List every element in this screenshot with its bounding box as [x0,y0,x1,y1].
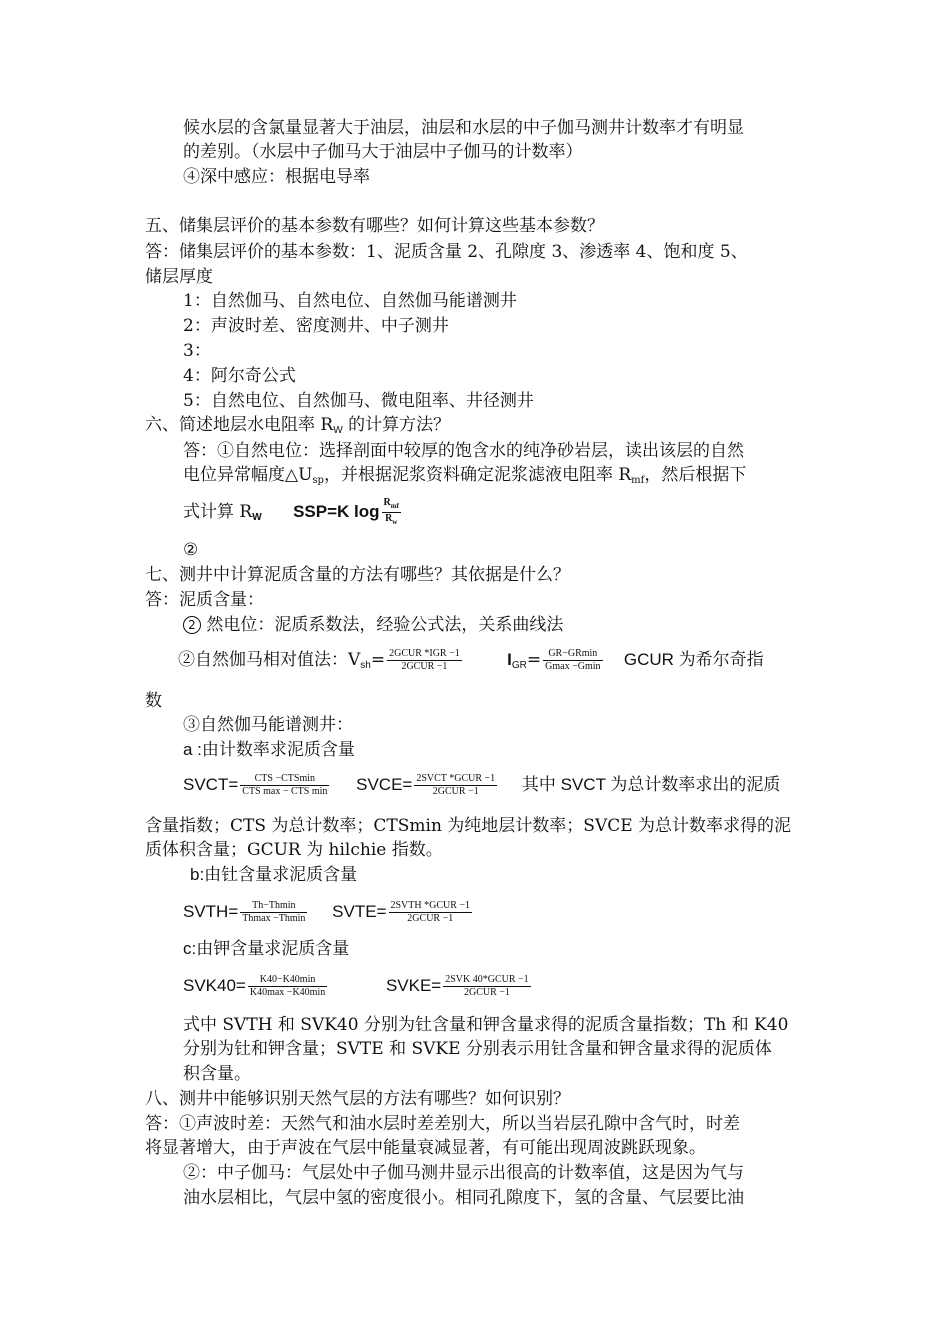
fraction [240,900,307,925]
formula-line [183,765,780,809]
denominator: Gmax −Gmin [545,661,601,672]
denominator: 2GCUR −1 [401,661,448,672]
den-text: R [385,513,393,524]
fraction [543,648,602,673]
text-span: 其中 SVCT 为总计数率求出的泥质 [521,775,781,794]
text-line: 质体积含量；GCUR 为 hilchie 指数。 [145,840,443,860]
text-span: 六、简述地层水电阻率 R [145,415,334,435]
text-span: 式计算 R [183,502,253,522]
subscript: mf [631,475,645,486]
fraction [382,497,401,528]
text-line: c:由钾含量求泥质含量 [183,939,350,958]
text-line: 油水层相比，气层中氢的密度很小。相同孔隙度下，氢的含量、气层要比油 [183,1188,744,1208]
svke-label: SVKE= [385,976,442,995]
formula-line [183,966,533,1010]
text-line: 积含量。 [183,1064,251,1084]
text-line: 候水层的含氯量显著大于油层，油层和水层的中子伽马测井计数率才有明显 [183,118,744,138]
igr-label: I [507,650,512,669]
text-span: 电位异常幅度△U [183,465,313,485]
text-line: ④深中感应：根据电导率 [183,167,370,187]
subscript: sh [360,660,371,671]
numerator: K40−K40min [248,974,327,987]
list-item: 2：声波时差、密度测井、中子测井 [183,316,449,336]
numerator: 2SVTH *GCUR −1 [390,900,471,912]
question-5-heading: 五、储集层评价的基本参数有哪些？如何计算这些基本参数？ [145,216,604,236]
den-sub: w [392,518,398,526]
circled-number: 2 [183,616,201,634]
text-span: ，然后根据下 [644,465,747,485]
numerator: 2SVK 40*GCUR −1 [445,974,529,986]
num-sub: mf [390,502,399,510]
fraction [414,773,497,798]
numerator: 2GCUR *IGR −1 [389,648,460,659]
fraction [387,648,462,673]
text-span: 然电位：泥质系数法，经验公式法，关系曲线法 [206,615,564,635]
formula-line: ②自然伽马相对值法：$V_{sh}=$ $\frac{\text{2GCUR *IGR −1}}{\text{2GCUR −1}}$ $I_{GR}=$ $\frac{GR-GRmin}{Gmax -Gmin}$ GCUR 为希尔奇指 [178,648,764,672]
svct-label: SVCT= [183,775,239,794]
svk-label: SVK40= [183,976,246,995]
list-item: 4：阿尔奇公式 [183,366,296,386]
list-item: 1：自然伽马、自然电位、自然伽马能谱测井 [183,291,517,311]
text-line: a :由计数率求泥质含量 [183,740,355,759]
text-line: 答：储集层评价的基本参数：1、泥质含量 2、孔隙度 3、渗透率 4、饱和度 5、 [145,242,748,262]
list-item: 3： [183,341,211,361]
fraction [443,974,530,999]
question-8-heading: 八、测井中能够识别天然气层的方法有哪些？如何识别？ [145,1089,570,1109]
question-6-heading [145,414,450,442]
text-line: 答：①声波时差：天然气和油水层时差差别大，所以当岩层孔隙中含气时，时差 [145,1114,740,1134]
subscript: W [333,425,343,436]
formula-line [183,892,474,936]
text-span: ，并根据泥浆资料确定泥浆滤液电阻率 R [323,465,632,485]
text-line: 分别为钍和钾含量；SVTE 和 SVKE 分别表示用钍含量和钾含量求得的泥质体 [183,1039,772,1059]
denominator [382,513,401,528]
denominator: K40max −K40min [249,987,326,999]
ssp-formula: SSP=K log [293,502,380,521]
text-line: 将显著增大，由于声波在气层中能量衰减显著，有可能出现周波跳跃现象。 [145,1138,706,1158]
svth-label: SVTH= [183,902,239,921]
numerator [382,497,401,513]
list-item: 5：自然电位、自然伽马、微电阻率、井径测井 [183,391,534,411]
text-line: b:由钍含量求泥质含量 [190,865,358,884]
fraction [240,773,329,798]
text-span: 的计算方法？ [342,415,451,435]
text-line: 储层厚度 [145,267,213,287]
text-line [183,614,563,636]
subscript: W [252,512,262,523]
text-line: ② [183,540,199,560]
numerator: CTS −CTSmin [240,773,329,786]
denominator: 2GCUR −1 [464,987,510,999]
text-line: 的差别。（水层中子伽马大于油层中子伽马的计数率） [183,142,583,162]
denominator: 2GCUR −1 [407,913,454,925]
text-line: ③自然伽马能谱测井： [183,715,353,735]
text-line: ②：中子伽马：气层处中子伽马测井显示出很高的计数率值，这是因为气与 [183,1163,744,1183]
text-line: 答：泥质含量： [145,590,264,610]
subscript: sp [312,475,324,486]
text-line: 数 [145,691,162,711]
question-7-heading: 七、测井中计算泥质含量的方法有哪些？其依据是什么？ [145,565,570,585]
text-line: 含量指数；CTS 为总计数率；CTSmin 为纯地层计数率；SVCE 为总计数率求得的泥 [145,816,792,836]
fraction [389,900,473,925]
numerator: GR−GRmin [543,648,602,661]
svce-label: SVCE= [356,775,413,794]
formula-line [183,497,403,537]
text-line: 答：①自然电位：选择剖面中较厚的饱含水的纯净砂岩层，读出该层的自然 [183,441,744,461]
text-span: ②自然伽马相对值法：V [178,650,361,670]
num-text: R [383,497,391,508]
fraction [248,974,327,999]
numerator: 2SVCT *GCUR −1 [416,773,496,785]
numerator: Th−Thmin [240,900,307,913]
denominator: CTS max − CTS min [242,786,328,798]
text-line: 式中 SVTH 和 SVK40 分别为钍含量和钾含量求得的泥质含量指数；Th 和 K40 [183,1015,789,1035]
subscript: GR [511,660,527,671]
svte-label: SVTE= [332,902,387,921]
denominator: Thmax −Thmin [242,913,306,925]
text-line [183,464,746,492]
denominator: 2GCUR −1 [432,786,479,798]
text-span: GCUR 为希尔奇指 [623,650,764,669]
